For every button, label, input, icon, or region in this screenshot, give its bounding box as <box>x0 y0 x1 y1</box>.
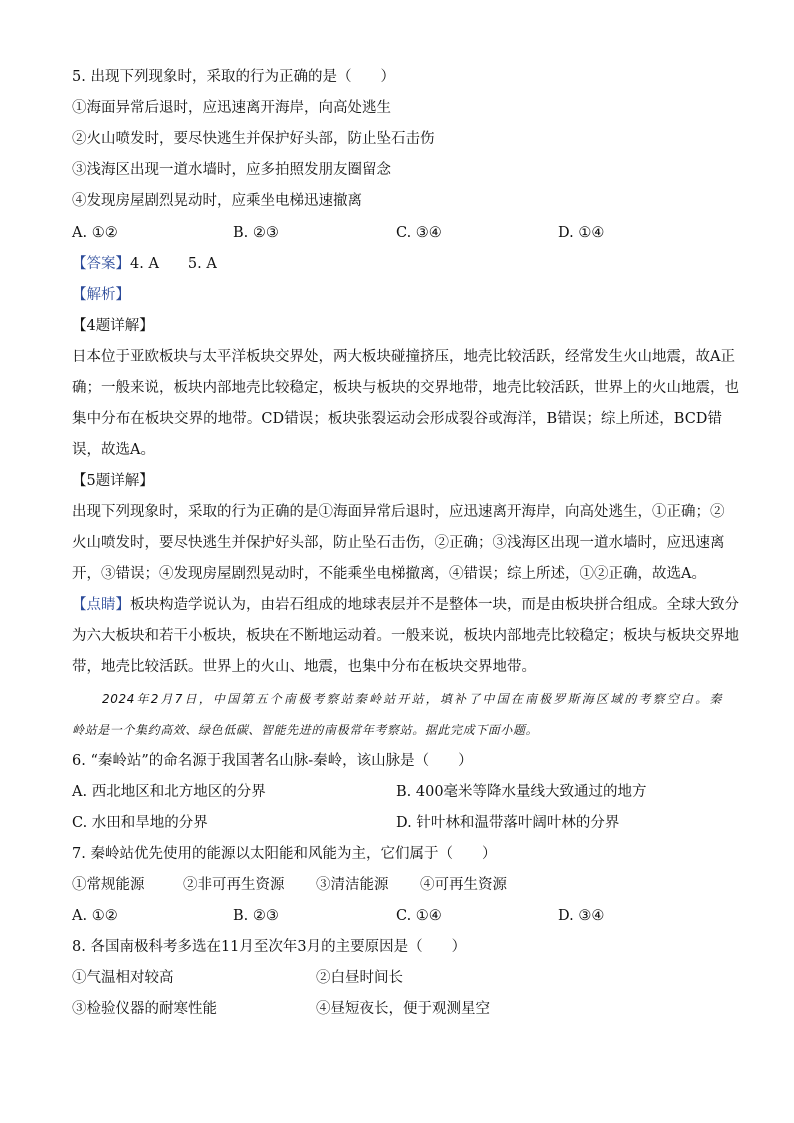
q7-item-3: ③清洁能源 <box>316 877 389 893</box>
q7-stem: 7. 秦岭站优先使用的能源以太阳能和风能为主，它们属于（ ） <box>72 846 497 862</box>
q8-item-3: ③检验仪器的耐寒性能 <box>72 1001 217 1017</box>
tip-line-1 <box>72 595 739 615</box>
q5-item-2: ②火山喷发时，要尽快逃生并保护好头部，防止坠石击伤 <box>72 131 435 147</box>
q7-option-a: A. ①② <box>72 908 118 924</box>
q5-option-c: C. ③④ <box>396 225 442 241</box>
q7-item-2: ②非可再生资源 <box>183 877 285 893</box>
q5-item-1: ①海面异常后退时，应迅速离开海岸，向高处逃生 <box>72 100 391 116</box>
q5-item-4: ④发现房屋剧烈晃动时，应乘坐电梯迅速撤离 <box>72 193 362 209</box>
q7-item-4: ④可再生资源 <box>420 877 507 893</box>
q6-option-d: D. 针叶林和温带落叶阔叶林的分界 <box>396 815 620 831</box>
q7-option-c: C. ①④ <box>396 908 442 924</box>
passage-line-2: 岭站是一个集约高效、绿色低碳、智能先进的南极常年考察站。据此完成下面小题。 <box>72 723 539 737</box>
answer-line <box>72 254 722 274</box>
answer-text: 4. A 5. A <box>130 256 217 272</box>
q7-item-1: ①常规能源 <box>72 877 145 893</box>
q6-option-a: A. 西北地区和北方地区的分界 <box>72 784 266 800</box>
q4-detail-line-4: 误，故选A。 <box>72 442 155 458</box>
q6-option-c: C. 水田和旱地的分界 <box>72 815 208 831</box>
q8-item-4: ④昼短夜长，便于观测星空 <box>316 1001 490 1017</box>
q6-option-b: B. 400毫米等降水量线大致通过的地方 <box>396 784 647 800</box>
q5-stem: 5. 出现下列现象时，采取的行为正确的是（ ） <box>72 69 395 85</box>
q8-stem: 8. 各国南极科考多选在11月至次年3月的主要原因是（ ） <box>72 939 467 955</box>
tip-line-3: 带，地壳比较活跃。世界上的火山、地震，也集中分布在板块交界地带。 <box>72 659 536 675</box>
q5-detail-line-2: 火山喷发时，要尽快逃生并保护好头部，防止坠石击伤，②正确；③浅海区出现一道水墙时，应迅速离 <box>72 535 725 551</box>
q5-option-d: D. ①④ <box>558 225 605 241</box>
q6-stem: 6. “秦岭站”的命名源于我国著名山脉-秦岭，该山脉是（ ） <box>72 753 473 769</box>
passage-line-1: 2024年2月7日，中国第五个南极考察站秦岭站开站，填补了中国在南极罗斯海区域的考察空白。秦 <box>102 692 722 706</box>
q4-detail-heading: 【4题详解】 <box>72 318 154 334</box>
q5-item-3: ③浅海区出现一道水墙时，应多拍照发朋友圈留念 <box>72 162 391 178</box>
q4-detail-line-1: 日本位于亚欧板块与太平洋板块交界处，两大板块碰撞挤压，地壳比较活跃，经常发生火山地震，故A正 <box>72 349 735 365</box>
q5-option-b: B. ②③ <box>233 225 279 241</box>
q5-option-a: A. ①② <box>72 225 118 241</box>
q8-item-2: ②白昼时间长 <box>316 970 403 986</box>
tip-tag: 【点睛】 <box>72 597 130 613</box>
q8-item-1: ①气温相对较高 <box>72 970 174 986</box>
q7-option-b: B. ②③ <box>233 908 279 924</box>
q5-detail-line-3: 开，③错误；④发现房屋剧烈晃动时，不能乘坐电梯撤离，④错误；综上所述，①②正确，故选A。 <box>72 566 706 582</box>
tip-line-2: 为六大板块和若干小板块，板块在不断地运动着。一般来说，板块内部地壳比较稳定；板块与板块交界地 <box>72 628 739 644</box>
analysis-tag: 【解析】 <box>72 287 130 303</box>
q4-detail-line-3: 集中分布在板块交界的地带。CD错误；板块张裂运动会形成裂谷或海洋，B错误；综上所述，BCD错 <box>72 411 722 427</box>
q5-detail-heading: 【5题详解】 <box>72 473 154 489</box>
tip-text-1: 板块构造学说认为，由岩石组成的地球表层并不是整体一块，而是由板块拼合组成。全球大致分 <box>130 597 739 613</box>
q5-detail-line-1: 出现下列现象时，采取的行为正确的是①海面异常后退时，应迅速离开海岸，向高处逃生，①正确；② <box>72 504 725 520</box>
q7-option-d: D. ③④ <box>558 908 605 924</box>
q4-detail-line-2: 确；一般来说，板块内部地壳比较稳定，板块与板块的交界地带，地壳比较活跃，世界上的火山地震，也 <box>72 380 739 396</box>
answer-tag: 【答案】 <box>72 256 130 272</box>
